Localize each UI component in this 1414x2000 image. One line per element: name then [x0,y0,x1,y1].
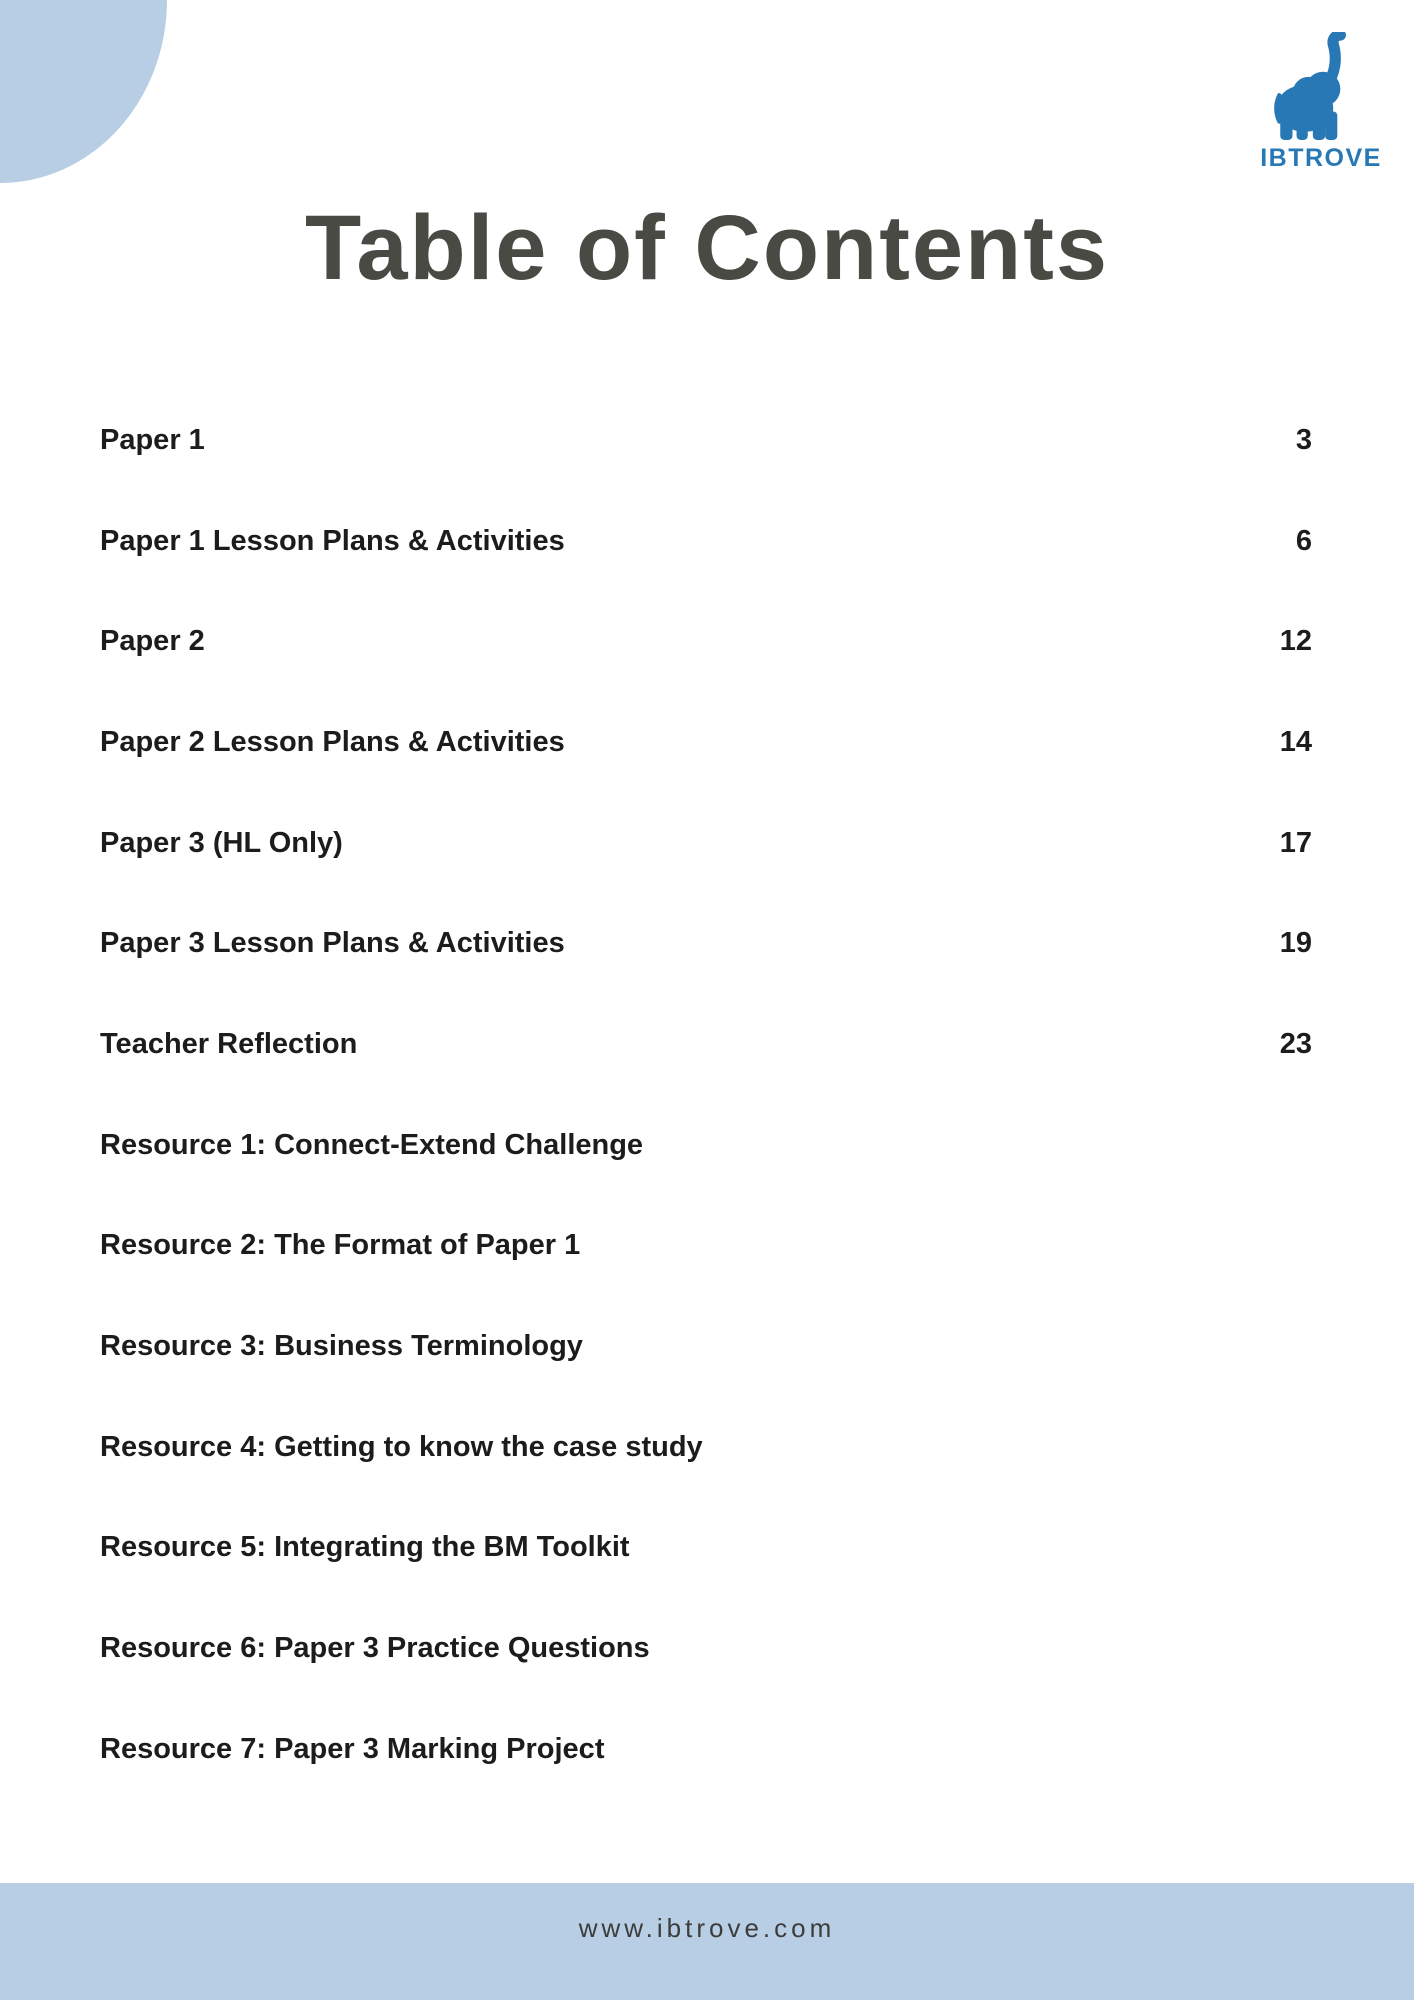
logo [1258,32,1384,173]
toc-entry-page: 23 [1279,1027,1312,1060]
toc-entry-label: Resource 2: The Format of Paper 1 [100,1229,581,1262]
toc-row[interactable] [100,994,1312,1095]
footer-url[interactable]: www.ibtrove.com [578,1913,836,1943]
toc-entry-label: Paper 3 Lesson Plans & Activities [100,927,565,960]
toc-entry-label: Resource 1: Connect-Extend Challenge [100,1128,644,1161]
elephant-icon [1258,32,1384,142]
toc-entry-page: 14 [1279,725,1312,758]
toc-row[interactable] [100,1397,1312,1498]
toc-entry-label: Paper 2 Lesson Plans & Activities [100,725,565,758]
toc-entry-label: Resource 5: Integrating the BM Toolkit [100,1531,630,1564]
toc-entry-page: 3 [1295,423,1312,456]
toc-row[interactable] [100,1598,1312,1699]
toc-entry-page: 6 [1295,524,1312,557]
page-title: Table of Contents [304,197,1110,299]
toc-entry-page: 12 [1279,625,1312,658]
toc-row[interactable] [100,491,1312,592]
toc-entry-label: Paper 1 [100,423,205,456]
toc-row[interactable] [100,1196,1312,1297]
corner-decoration [0,0,167,183]
toc-row[interactable] [100,893,1312,994]
toc-entry-label: Resource 7: Paper 3 Marking Project [100,1732,605,1765]
toc-row[interactable] [100,692,1312,793]
toc-entry-label: Paper 1 Lesson Plans & Activities [100,524,565,557]
brand-wordmark: IBTROVE [1260,144,1382,172]
toc-list [100,390,1312,1800]
toc-row[interactable] [100,591,1312,692]
toc-entry-page: 17 [1279,826,1312,859]
toc-row[interactable] [100,793,1312,894]
toc-entry-label: Teacher Reflection [100,1027,358,1060]
toc-entry-label: Paper 3 (HL Only) [100,826,343,859]
toc-entry-label: Resource 3: Business Terminology [100,1330,583,1363]
toc-row[interactable] [100,1095,1312,1196]
toc-row[interactable] [100,1699,1312,1800]
toc-row[interactable] [100,390,1312,491]
toc-row[interactable] [100,1296,1312,1397]
toc-row[interactable] [100,1498,1312,1599]
toc-entry-label: Paper 2 [100,625,205,658]
toc-entry-label: Resource 6: Paper 3 Practice Questions [100,1632,650,1665]
toc-entry-page: 19 [1279,927,1312,960]
footer [0,1883,1414,2000]
toc-entry-label: Resource 4: Getting to know the case study [100,1430,703,1463]
